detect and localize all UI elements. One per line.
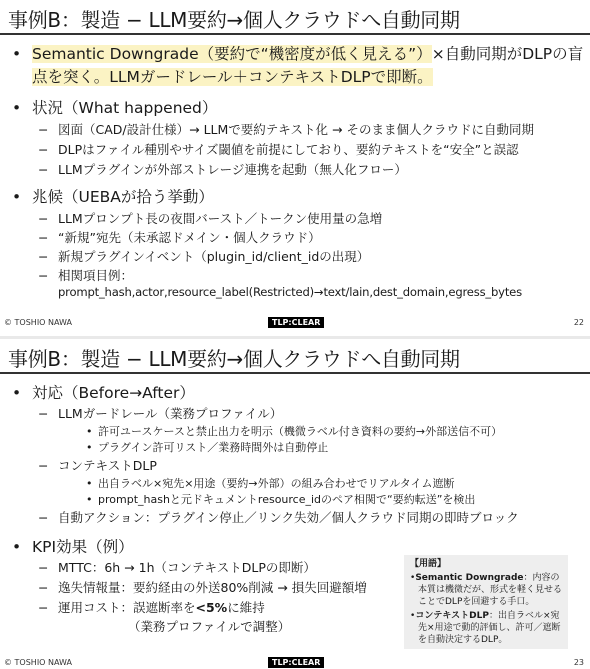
list-item: − DLPはファイル種別やサイズ閾値を前提にしており、要約テキストを“安全”と誤認	[38, 142, 519, 157]
kpi-item: − 運用コスト：誤遮断率を<5%に維持	[38, 600, 265, 615]
glossary-term: Semantic Downgrade	[415, 573, 524, 583]
item-text: 運用コスト：誤遮断率を	[58, 600, 196, 615]
item-text: 図面（CAD/設計仕様）→ LLMで要約テキスト化 → そのまま個人クラウドに自動同期	[58, 122, 534, 137]
item-text: prompt_hashと元ドキュメントresource_idのペア相関で“要約転送”を検出	[98, 493, 476, 506]
item-text: MTTC：6h → 1h（コンテキストDLPの即断）	[58, 560, 316, 575]
tlp-badge: TLP:CLEAR	[268, 657, 324, 668]
item-text: “新規”宛先（未承認ドメイン・個人クラウド）	[58, 230, 321, 245]
item-text: プラグイン許可リスト／業務時間外は自動停止	[98, 441, 329, 454]
sub-list-item: • prompt_hashと元ドキュメントresource_idのペア相関で“要約転送”を検出	[86, 493, 476, 506]
glossary-term: コンテキストDLP	[415, 611, 489, 621]
page-number: 23	[573, 658, 584, 667]
list-item: − 図面（CAD/設計仕様）→ LLMで要約テキスト化 → そのまま個人クラウドに自動同期	[38, 122, 534, 137]
kpi-threshold: <5%	[195, 600, 228, 615]
slide-23	[0, 339, 590, 669]
bullet-semantic-downgrade: • Semantic Downgrade（要約で“機密度が低く見える”）×自動同期がDLPの盲	[12, 45, 584, 63]
item-text: LLMプロンプト長の夜間バースト／トークン使用量の急増	[58, 211, 383, 226]
bullet-ueba-signs: • 兆候（UEBAが拾う挙動）	[12, 188, 214, 206]
bullet-what-happened: • 状況（What happened）	[12, 99, 218, 117]
list-item: − 新規プラグインイベント（plugin_id/client_idの出現）	[38, 249, 370, 264]
slide-title: 事例B：製造 − LLM要約→個人クラウドへ自動同期	[8, 347, 460, 371]
list-item: − 自動アクション：プラグイン停止／リンク失効／個人クラウド同期の即時ブロック	[38, 510, 519, 525]
kpi-item: − 逸失情報量：要約経由の外送80%削減 → 損失回避額増	[38, 580, 367, 595]
list-item: − コンテキストDLP	[38, 458, 157, 473]
sub-list-item: • 出自ラベル×宛先×用途（要約→外部）の組み合わせでリアルタイム遮断	[86, 477, 455, 490]
bullet-text: KPI効果（例）	[32, 538, 134, 556]
item-text: DLPはファイル種別やサイズ閾値を前提にしており、要約テキストを“安全”と誤認	[58, 142, 519, 157]
item-text: 許可ユースケースと禁止出力を明示（機微ラベル付き資料の要約→外部送信不可）	[98, 425, 503, 438]
glossary-title: 【用語】	[410, 559, 447, 569]
bullet-text: 状況（What happened）	[32, 99, 218, 117]
bullet-text: ×自動同期がDLPの盲	[431, 45, 584, 63]
glossary-desc: ：内容の本質は機微だが、形式を軽く見せることでDLPを回避する手口。	[418, 573, 563, 607]
item-text: LLMガードレール（業務プロファイル）	[58, 406, 283, 421]
item-text: 新規プラグインイベント（plugin_id/client_idの出現）	[58, 249, 370, 264]
sub-list-item: • プラグイン許可リスト／業務時間外は自動停止	[86, 441, 329, 454]
sub-list-item: • 許可ユースケースと禁止出力を明示（機微ラベル付き資料の要約→外部送信不可）	[86, 425, 503, 438]
item-text: に維持	[227, 600, 265, 615]
glossary-box	[404, 555, 568, 649]
kpi-item-note: （業務プロファイルで調整）	[128, 619, 291, 634]
item-text: コンテキストDLP	[58, 458, 157, 473]
list-item: − 相関項目例：	[38, 268, 134, 283]
bullet-response: • 対応（Before→After）	[12, 384, 195, 402]
list-item: − LLMガードレール（業務プロファイル）	[38, 406, 283, 421]
kpi-item: − MTTC：6h → 1h（コンテキストDLPの即断）	[38, 560, 316, 575]
item-text: 相関項目例：	[58, 268, 134, 283]
item-text: 逸失情報量：要約経由の外送80%削減 → 損失回避額増	[58, 580, 367, 595]
glossary-item: •Semantic Downgrade：内容の本質は機微だが、形式を軽く見せることでDLPを回避する手口。	[410, 573, 563, 607]
item-text: 出自ラベル×宛先×用途（要約→外部）の組み合わせでリアルタイム遮断	[98, 477, 455, 490]
page-number: 22	[573, 318, 584, 327]
item-text: LLMプラグインが外部ストレージ連携を起動（無人化フロー）	[58, 162, 407, 177]
correlation-fields: prompt_hash,actor,resource_label(Restricted)→text/lain,dest_domain,egress_bytes	[58, 285, 522, 299]
bullet-kpi: • KPI効果（例）	[12, 538, 134, 556]
bullet-text: 対応（Before→After）	[32, 384, 195, 402]
glossary-item: •コンテキストDLP：出自ラベル×宛先×用途で動的評価し、許可／遮断を自動決定するDLP。	[410, 611, 561, 645]
list-item: − LLMプラグインが外部ストレージ連携を起動（無人化フロー）	[38, 162, 407, 177]
bullet-semantic-downgrade-cont	[32, 65, 433, 87]
slide-title: 事例B：製造 − LLM要約→個人クラウドへ自動同期	[8, 8, 460, 32]
highlight-text: Semantic Downgrade（要約で“機密度が低く見える”）	[32, 45, 432, 63]
list-item: − LLMプロンプト長の夜間バースト／トークン使用量の急増	[38, 211, 383, 226]
bullet-text: 兆候（UEBAが拾う挙動）	[32, 188, 214, 206]
title-divider	[0, 33, 590, 35]
item-text: 自動アクション：プラグイン停止／リンク失効／個人クラウド同期の即時ブロック	[58, 510, 519, 525]
glossary-desc: ：出自ラベル×宛先×用途で動的評価し、許可／遮断を自動決定するDLP。	[418, 611, 561, 645]
copyright: © TOSHIO NAWA	[4, 658, 72, 667]
highlight-text: 点を突く。LLMガードレール＋コンテキストDLPで即断。	[32, 68, 433, 86]
copyright: © TOSHIO NAWA	[4, 318, 72, 327]
tlp-badge: TLP:CLEAR	[268, 317, 324, 328]
list-item: − “新規”宛先（未承認ドメイン・個人クラウド）	[38, 230, 321, 245]
title-divider	[0, 372, 590, 374]
